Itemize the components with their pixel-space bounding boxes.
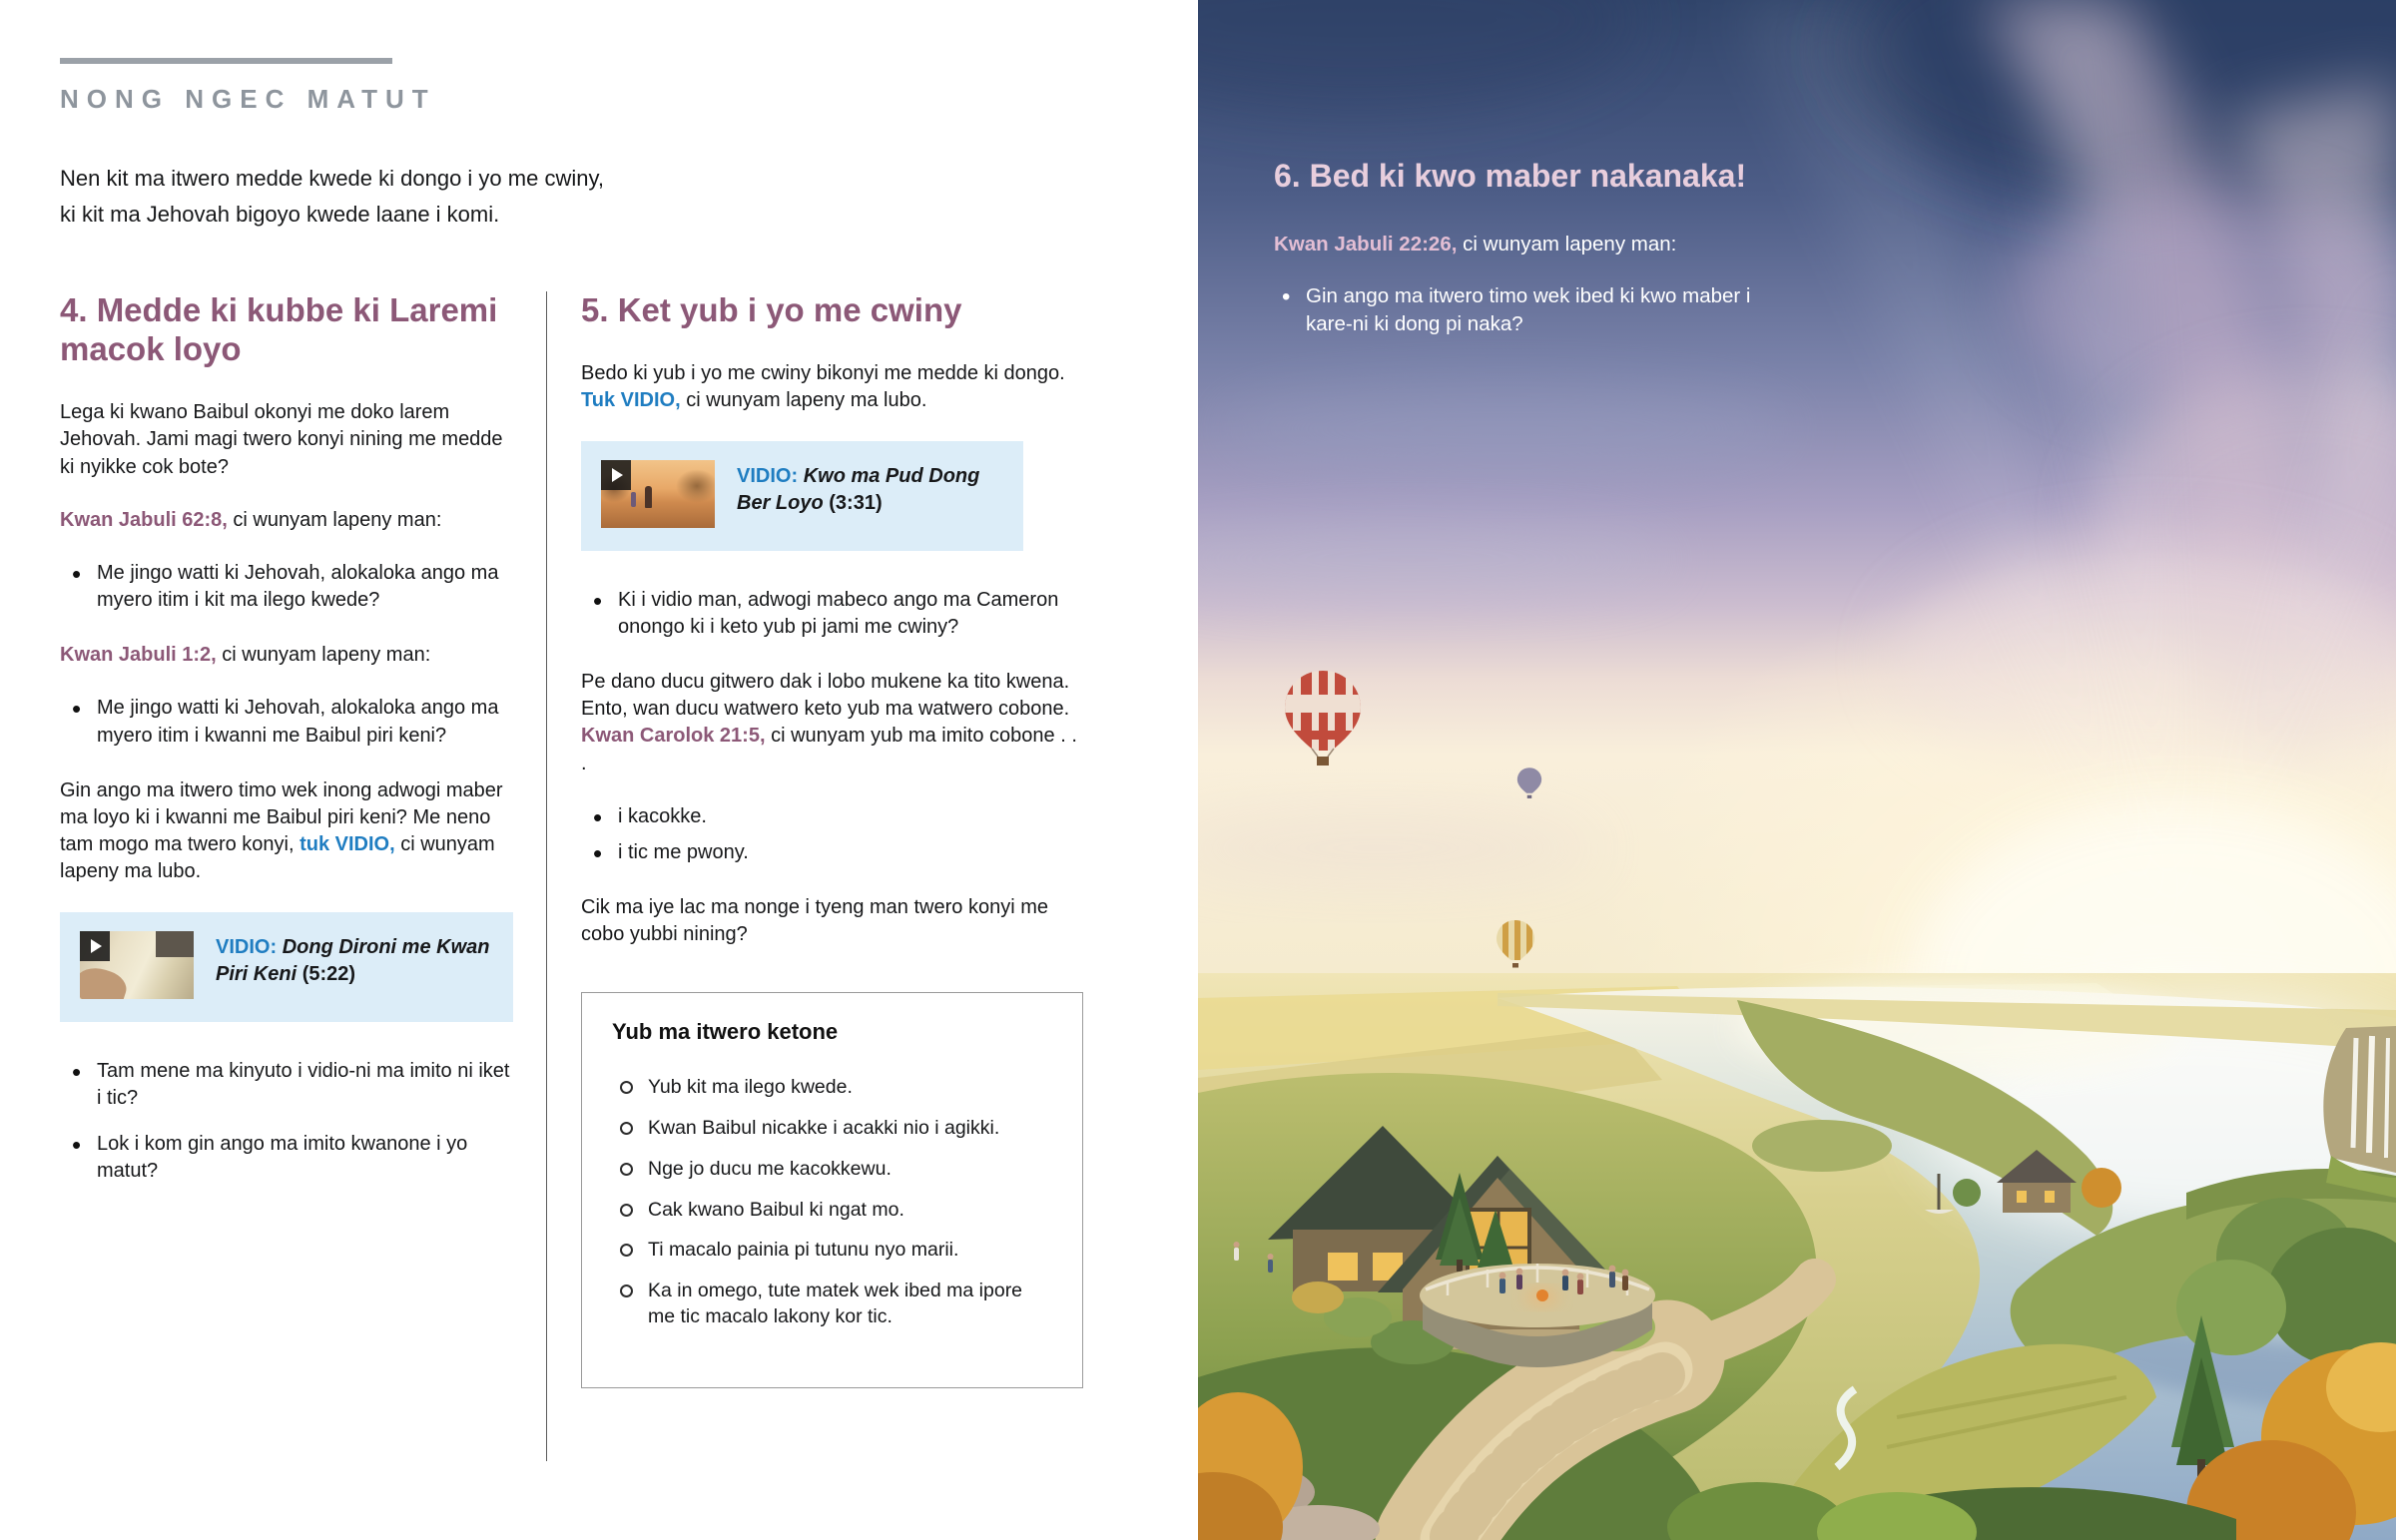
- intro-line-2: ki kit ma Jehovah bigoyo kwede laane i komi.: [60, 201, 500, 227]
- section-5-para-1: Bedo ki yub i yo me cwiny bikonyi me medde ki dongo. Tuk VIDIO, ci wunyam lapeny ma lubo.: [581, 362, 1065, 412]
- goal-item: Nge jo ducu me kacokkewu.: [648, 1157, 1052, 1183]
- video-title: VIDIO: Dong Dironi me Kwan Piri Keni (5:22): [216, 935, 490, 986]
- question-list: [581, 587, 1083, 641]
- question-item: • Gin ango ma itwero timo wek ibed ki kwo maber i kare-ni ki dong pi naka?: [1306, 282, 1753, 339]
- section-4-para-1: Lega ki kwano Baibul okonyi me doko larem Jehovah. Jami magi twero konyi nining me medde ki nyikke cok bote?: [60, 401, 503, 478]
- scripture-link[interactable]: Kwan Jabuli 1:2,: [60, 644, 217, 667]
- play-icon[interactable]: [80, 931, 110, 961]
- question-item: • Ki i vidio man, adwogi mabeco ango ma Cameron onongo ki i keto yub pi jami me cwiny?: [618, 587, 1083, 641]
- option-item: • i tic me pwony.: [618, 839, 1083, 866]
- play-video-link[interactable]: tuk VIDIO,: [300, 833, 395, 856]
- question-list: [1274, 282, 1753, 339]
- question-list: [60, 560, 513, 614]
- walking-person-figure: [631, 492, 636, 507]
- goals-list: [612, 1075, 1052, 1329]
- two-column-layout: [60, 291, 1198, 1461]
- video-box-kwan-piri-keni[interactable]: [60, 912, 513, 1022]
- option-list: [581, 803, 1083, 866]
- goal-item: Ka in omego, tute matek wek ibed ma ipore me tic macalo lakony kor tic.: [648, 1279, 1052, 1329]
- video-thumbnail[interactable]: [80, 931, 194, 999]
- question-item: • Me jingo watti ki Jehovah, alokaloka ango ma myero itim i kwanni me Baibul piri keni?: [97, 695, 513, 749]
- goal-item: Cak kwano Baibul ki ngat mo.: [648, 1198, 1052, 1224]
- video-box-kwo-ma-pud[interactable]: [581, 441, 1023, 551]
- scripture-link[interactable]: Kwan Carolok 21:5,: [581, 725, 766, 748]
- section-6-overlay: [1274, 158, 1753, 339]
- goals-box-heading: Yub ma itwero ketone: [612, 1019, 839, 1045]
- scripture-link[interactable]: Kwan Jabuli 62:8,: [60, 508, 228, 531]
- scripture-line: Kwan Jabuli 1:2, ci wunyam lapeny man:: [60, 644, 431, 667]
- section-rule: [60, 58, 392, 64]
- column-section-4: [60, 291, 547, 1461]
- video-title: VIDIO: Kwo ma Pud Dong Ber Loyo (3:31): [737, 464, 980, 515]
- scripture-link[interactable]: Kwan Jabuli 22:26,: [1274, 233, 1458, 256]
- section-kicker: NONG NGEC MATUT: [60, 84, 436, 114]
- section-4-para-2: Gin ango ma itwero timo wek inong adwogi maber ma loyo ki i kwanni me Baibul piri keni? Me neno tam mogo ma twero konyi, tuk VIDIO, ci wunyam lapeny ma lubo.: [60, 778, 503, 883]
- play-icon[interactable]: [601, 460, 631, 490]
- question-list: [60, 1058, 513, 1186]
- section-6-heading: 6. Bed ki kwo maber nakanaka!: [1274, 158, 1747, 194]
- section-5-para-3: Cik ma iye lac ma nonge i tyeng man twero konyi me cobo yubbi nining?: [581, 896, 1048, 946]
- scripture-line: Kwan Jabuli 22:26, ci wunyam lapeny man:: [1274, 233, 1677, 256]
- question-item: • Tam mene ma kinyuto i vidio-ni ma imito ni iket i tic?: [97, 1058, 513, 1112]
- play-video-link[interactable]: Tuk VIDIO,: [581, 389, 681, 412]
- video-thumbnail[interactable]: [601, 460, 715, 528]
- question-item: • Lok i kom gin ango ma imito kwanone i yo matut?: [97, 1131, 513, 1185]
- intro-line-1: Nen kit ma itwero medde kwede ki dongo i yo me cwiny,: [60, 166, 604, 191]
- scripture-line: Kwan Jabuli 62:8, ci wunyam lapeny man:: [60, 508, 442, 531]
- column-section-5: [547, 291, 1083, 1461]
- question-list: [60, 695, 513, 749]
- goal-item: Yub kit ma ilego kwede.: [648, 1075, 1052, 1101]
- goal-item: Ti macalo painia pi tutunu nyo marii.: [648, 1238, 1052, 1264]
- section-5-heading: 5. Ket yub i yo me cwiny: [581, 291, 962, 329]
- goals-box: [581, 992, 1083, 1387]
- right-page: [1198, 0, 2396, 1540]
- section-5-para-2: Pe dano ducu gitwero dak i lobo mukene ka tito kwena. Ento, wan ducu watwero keto yub ma watwero cobone. Kwan Carolok 21:5, ci wunyam yub ma imito cobone . . .: [581, 670, 1077, 774]
- question-item: • Me jingo watti ki Jehovah, alokaloka ango ma myero itim i kit ma ilego kwede?: [97, 560, 513, 614]
- option-item: • i kacokke.: [618, 803, 1083, 830]
- walking-person-figure: [645, 486, 652, 508]
- section-4-heading: 4. Medde ki kubbe ki Laremi macok loyo: [60, 291, 498, 368]
- goal-item: Kwan Baibul nicakke i acakki nio i agikki.: [648, 1116, 1052, 1142]
- intro-text: [60, 161, 1198, 232]
